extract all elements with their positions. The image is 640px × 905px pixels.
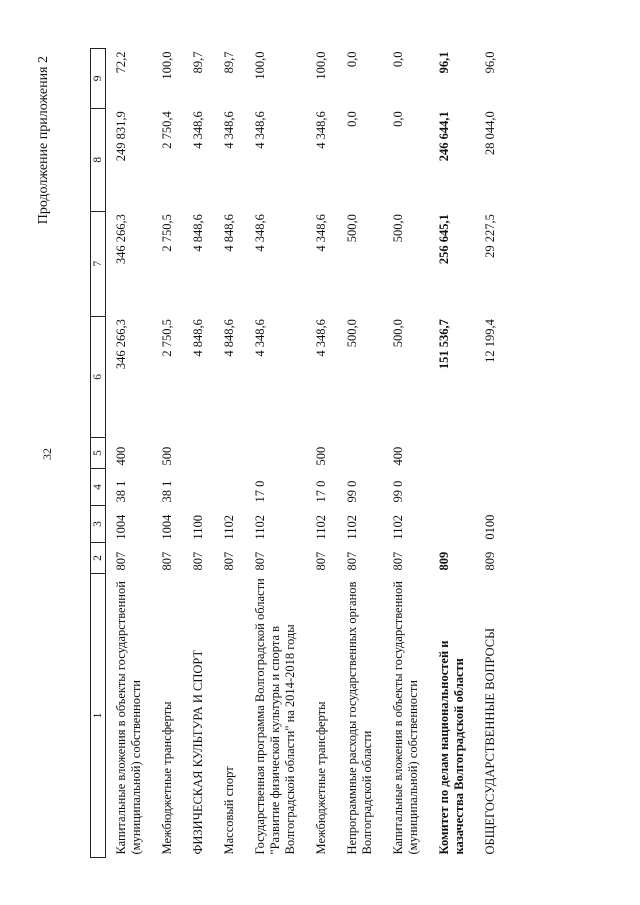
- row-code-target: [429, 468, 475, 505]
- row-code-target: [475, 468, 506, 505]
- row-code-admin: 807: [114, 551, 128, 571]
- row-code-admin: 807: [345, 551, 359, 571]
- table-row: [475, 49, 506, 858]
- table-row: [383, 49, 429, 858]
- table-row: [245, 49, 306, 858]
- col-header-4: 4: [91, 468, 106, 505]
- row-value-approved: 500,0: [391, 319, 405, 348]
- row-code-section: 1102: [222, 515, 236, 540]
- row-value-approved: 4 848,6: [191, 319, 205, 357]
- row-code-type: [245, 438, 306, 469]
- row-code-type: [429, 438, 475, 469]
- row-name: Капитальные вложения в объекты государственной (муниципальной) собственности: [391, 581, 420, 855]
- table-row: [106, 49, 153, 858]
- row-name: ОБЩЕГОСУДАРСТВЕННЫЕ ВОПРОСЫ: [483, 627, 497, 855]
- row-code-admin: 807: [222, 551, 236, 571]
- row-value-executed: 0,0: [391, 111, 405, 127]
- row-code-admin: 807: [391, 551, 405, 571]
- row-code-target: 99 0: [345, 480, 359, 503]
- row-code-type: [183, 438, 214, 469]
- row-value-executed: 4 348,6: [253, 111, 267, 149]
- row-value-plan: 4 848,6: [191, 214, 205, 252]
- row-value-executed: 0,0: [345, 111, 359, 127]
- row-value-plan: 4 848,6: [222, 214, 236, 252]
- row-name: Комитет по делам национальностей и казачества Волгоградской области: [437, 640, 466, 855]
- row-name: Массовый спорт: [222, 766, 236, 855]
- row-code-target: 38 1: [160, 480, 174, 503]
- col-header-8: 8: [91, 108, 106, 211]
- row-value-executed: 4 348,6: [222, 111, 236, 149]
- row-value-executed: 28 044,0: [483, 111, 497, 155]
- row-value-executed: 246 644,1: [437, 111, 451, 162]
- row-code-type: [475, 438, 506, 469]
- row-code-section: [429, 506, 475, 543]
- row-value-approved: 2 750,5: [160, 319, 174, 357]
- table-row: [337, 49, 383, 858]
- row-value-percent: 96,0: [483, 51, 497, 74]
- row-name: Межбюджетные трансферты: [314, 701, 328, 855]
- row-code-admin: 807: [160, 551, 174, 571]
- row-code-target: 99 0: [391, 480, 405, 503]
- row-code-section: 1102: [314, 515, 328, 540]
- row-value-plan: 500,0: [391, 214, 405, 243]
- row-value-percent: 0,0: [345, 51, 359, 68]
- row-value-approved: 4 348,6: [253, 319, 267, 357]
- continuation-label: Продолжение приложения 2: [36, 56, 51, 225]
- budget-table: [90, 48, 506, 858]
- row-code-section: 1100: [191, 515, 205, 540]
- row-code-type: 500: [314, 446, 328, 466]
- row-value-percent: 100,0: [314, 51, 328, 80]
- row-code-type: 500: [160, 446, 174, 466]
- row-value-percent: 89,7: [191, 51, 205, 74]
- row-code-target: [183, 468, 214, 505]
- row-code-admin: 807: [253, 551, 267, 571]
- row-code-target: [214, 468, 245, 505]
- col-header-6: 6: [91, 316, 106, 437]
- row-value-approved: 151 536,7: [437, 319, 451, 370]
- row-value-percent: 72,2: [114, 51, 128, 74]
- row-code-admin: 807: [191, 551, 205, 571]
- row-name: Государственная программа Волгоградской области "Развитие физической культуры и спорта в Волгоградской области" на 2014-2018 годы: [253, 578, 297, 855]
- row-code-type: 400: [114, 446, 128, 466]
- row-value-approved: 4 848,6: [222, 319, 236, 357]
- row-value-percent: 96,1: [437, 51, 451, 74]
- header-row: [91, 49, 106, 858]
- row-code-target: 17 0: [314, 480, 328, 503]
- row-value-percent: 89,7: [222, 51, 236, 74]
- col-header-1: 1: [91, 573, 106, 857]
- row-name: Капитальные вложения в объекты государственной (муниципальной) собственности: [114, 581, 143, 855]
- row-value-percent: 100,0: [160, 51, 174, 80]
- row-code-section: 1102: [345, 515, 359, 540]
- col-header-2: 2: [91, 543, 106, 574]
- row-name: Непрограммные расходы государственных органов Волгоградской области: [345, 581, 374, 855]
- row-code-type: [337, 438, 383, 469]
- col-header-5: 5: [91, 438, 106, 469]
- col-header-9: 9: [91, 49, 106, 109]
- row-value-plan: 2 750,5: [160, 214, 174, 252]
- row-code-target: 38 1: [114, 480, 128, 503]
- table-row: [183, 49, 214, 858]
- page-number: 32: [40, 448, 54, 460]
- row-code-section: 1004: [114, 514, 128, 540]
- row-value-plan: 346 266,3: [114, 214, 128, 265]
- row-value-plan: 4 348,6: [314, 214, 328, 252]
- row-code-admin: 809: [437, 551, 451, 571]
- row-value-plan: 256 645,1: [437, 214, 451, 265]
- row-value-plan: 29 227,5: [483, 214, 497, 258]
- row-code-section: 1102: [391, 515, 405, 540]
- table-row: [429, 49, 475, 858]
- table-row: [214, 49, 245, 858]
- col-header-3: 3: [91, 506, 106, 543]
- row-value-percent: 100,0: [253, 51, 267, 80]
- table-row: [306, 49, 337, 858]
- row-code-type: [214, 438, 245, 469]
- row-value-executed: 2 750,4: [160, 111, 174, 149]
- row-value-approved: 12 199,4: [483, 319, 497, 363]
- row-name: ФИЗИЧЕСКАЯ КУЛЬТУРА И СПОРТ: [191, 649, 205, 855]
- row-value-percent: 0,0: [391, 51, 405, 68]
- row-value-executed: 249 831,9: [114, 111, 128, 162]
- row-value-plan: 500,0: [345, 214, 359, 243]
- row-code-admin: 809: [483, 551, 497, 571]
- row-value-executed: 4 348,6: [314, 111, 328, 149]
- row-code-section: 1102: [253, 515, 267, 540]
- row-value-approved: 346 266,3: [114, 319, 128, 370]
- row-value-executed: 4 348,6: [191, 111, 205, 149]
- row-value-approved: 4 348,6: [314, 319, 328, 357]
- row-code-target: 17 0: [253, 480, 267, 503]
- table-row: [152, 49, 183, 858]
- row-code-section: 0100: [483, 514, 497, 540]
- row-name: Межбюджетные трансферты: [160, 701, 174, 855]
- row-code-section: 1004: [160, 514, 174, 540]
- table-body: [106, 49, 507, 858]
- row-code-type: 400: [391, 446, 405, 466]
- row-code-admin: 807: [314, 551, 328, 571]
- row-value-plan: 4 348,6: [253, 214, 267, 252]
- row-value-approved: 500,0: [345, 319, 359, 348]
- col-header-7: 7: [91, 211, 106, 316]
